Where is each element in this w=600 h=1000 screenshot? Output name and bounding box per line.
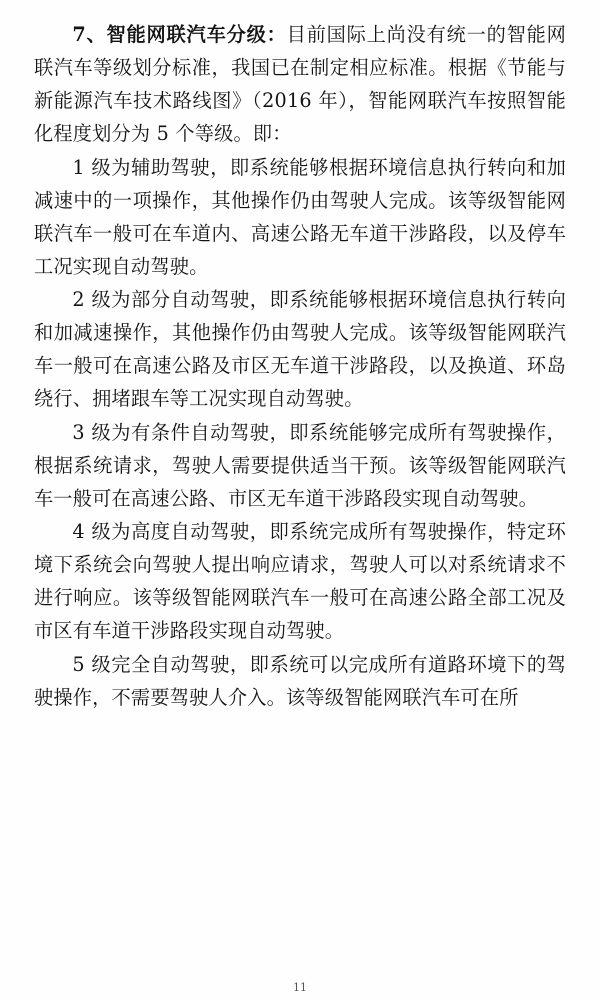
paragraph-level-1: 1 级为辅助驾驶，即系统能够根据环境信息执行转向和加减速中的一项操作，其他操作仍由驾驶人完成。该等级智能网联汽车一般可在车道内、高速公路无车道干涉路段，以及停车工况实现自动驾驶。 <box>34 155 566 278</box>
section-text: 目前国际上尚没有统一的智能网联汽车等级划分标准，我国已在制定相应标准。根据《节能与新能源汽车技术路线图》（2016 年），智能网联汽车按照智能化程度划分为 5 个等级。即： <box>34 23 566 146</box>
page-number: 11 <box>293 981 307 994</box>
paragraph-level-2: 2 级为部分自动驾驶，即系统能够根据环境信息执行转向和加减速操作，其他操作仍由驾驶人完成。该等级智能网联汽车一般可在高速公路及市区无车道干涉路段，以及换道、环岛绕行、拥堵跟车等工况实现自动驾驶。 <box>34 288 566 411</box>
paragraph-level-5: 5 级完全自动驾驶，即系统可以完成所有道路环境下的驾驶操作，不需要驾驶人介入。该等级智能网联汽车可在所 <box>34 652 566 709</box>
document-body <box>34 18 566 714</box>
paragraph-level-3: 3 级为有条件自动驾驶，即系统能够完成所有驾驶操作，根据系统请求，驾驶人需要提供适当干预。该等级智能网联汽车一般可在高速公路、市区无车道干涉路段实现自动驾驶。 <box>34 420 566 510</box>
paragraph-level-4: 4 级为高度自动驾驶，即系统完成所有驾驶操作，特定环境下系统会向驾驶人提出响应请求，驾驶人可以对系统请求不进行响应。该等级智能网联汽车一般可在高速公路全部工况及市区有车道干涉路段实现自动驾驶。 <box>34 520 566 643</box>
paragraph-heading <box>34 18 566 150</box>
section-label: 7、智能网联汽车分级： <box>72 23 287 46</box>
